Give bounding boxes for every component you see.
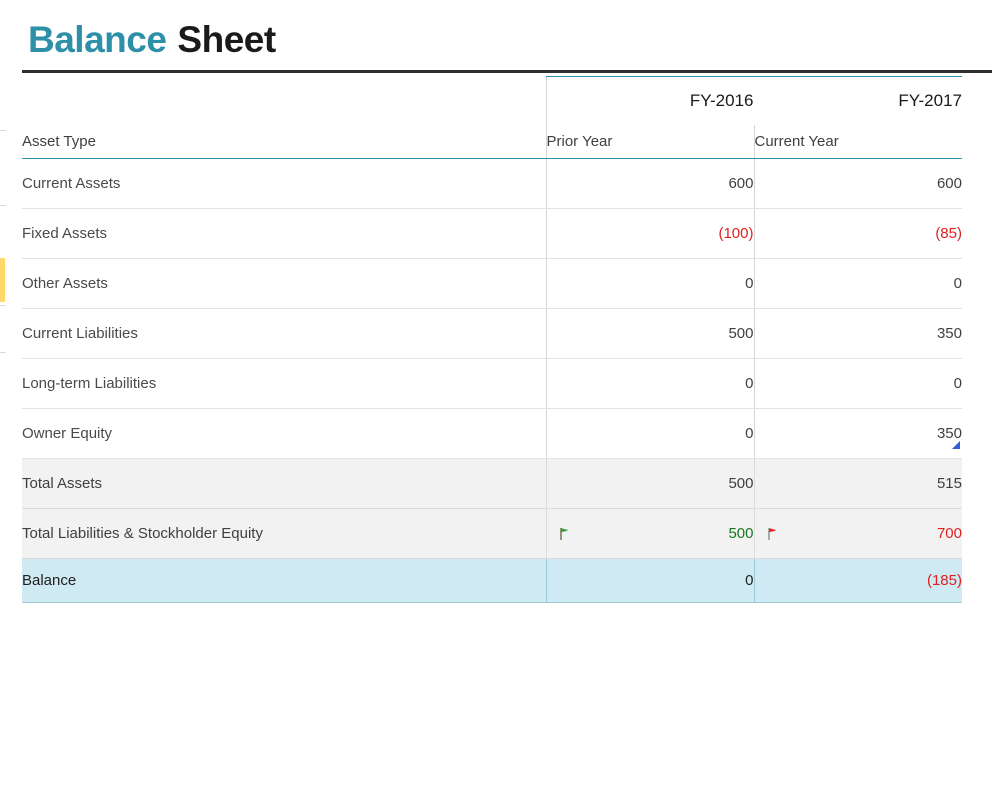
row-value-prior: (100) [546,209,754,259]
balance-sheet-table [22,76,962,603]
balance-value-prior: 0 [546,559,754,603]
table-row [22,409,962,459]
table-row [22,359,962,409]
row-value-current: 0 [754,259,962,309]
table-header-sub-row [22,125,962,159]
row-value-current: 350 [754,309,962,359]
red-flag-icon[interactable] [765,527,779,541]
row-value-current: 0 [754,359,962,409]
row-value-prior: 600 [546,159,754,209]
row-value-prior: 0 [546,359,754,409]
table-row [22,259,962,309]
row-value-current: 350 [754,409,962,459]
balance-value-current: (185) [754,559,962,603]
total-label: Total Assets [22,459,546,509]
table-header-year-row [22,77,962,125]
row-edge-gutter [0,0,6,802]
header-asset-type: Asset Type [22,125,546,159]
header-prior-year: Prior Year [546,125,754,159]
total-value-current [754,509,962,559]
table-total-row [22,509,962,559]
green-flag-icon[interactable] [557,527,571,541]
row-label: Current Assets [22,159,546,209]
total-value-prior [546,509,754,559]
total-value-prior: 500 [546,459,754,509]
row-label: Fixed Assets [22,209,546,259]
title-divider [22,70,992,73]
row-value-current: (85) [754,209,962,259]
table-row [22,209,962,259]
total-value-prior-text: 500 [728,525,754,542]
row-value-prior: 0 [546,259,754,309]
row-label: Long-term Liabilities [22,359,546,409]
page-title-accent: Balance [28,19,167,60]
row-label: Owner Equity [22,409,546,459]
header-year-current: FY-2017 [754,77,962,125]
page-title [28,16,276,64]
table-balance-row [22,559,962,603]
total-value-current: 515 [754,459,962,509]
table-row [22,159,962,209]
row-value-prior: 500 [546,309,754,359]
row-value-prior: 0 [546,409,754,459]
row-label: Current Liabilities [22,309,546,359]
header-current-year: Current Year [754,125,962,159]
balance-label: Balance [22,559,546,603]
total-value-current-text: 700 [936,525,962,542]
header-year-prior: FY-2016 [546,77,754,125]
header-spacer [22,77,546,125]
table-total-row [22,459,962,509]
row-value-current: 600 [754,159,962,209]
page-title-main: Sheet [177,19,276,60]
total-label: Total Liabilities & Stockholder Equity [22,509,546,559]
table-row [22,309,962,359]
row-label: Other Assets [22,259,546,309]
